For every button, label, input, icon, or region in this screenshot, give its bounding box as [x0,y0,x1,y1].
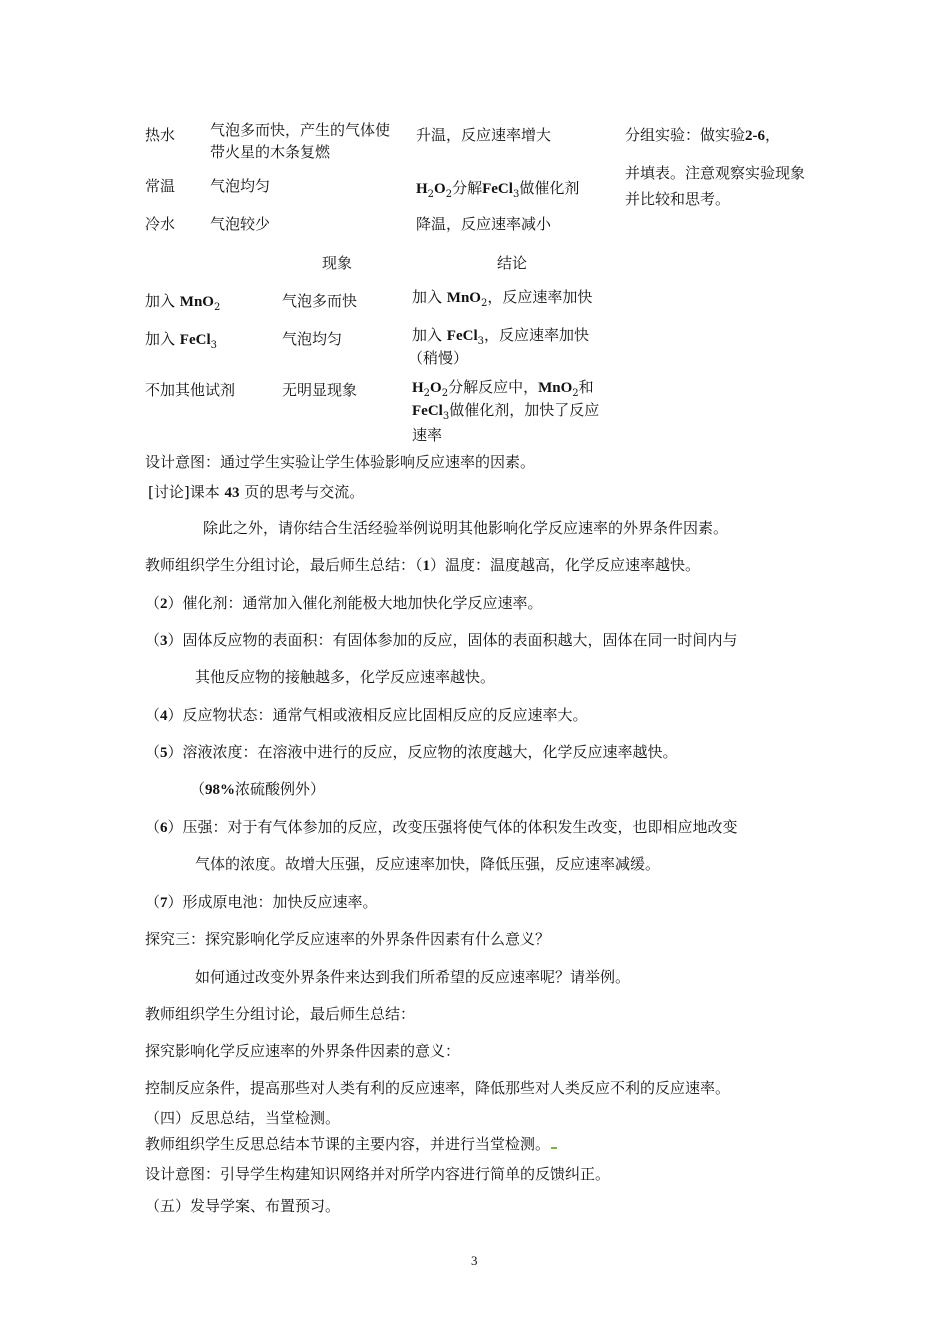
text: 教师组织学生分组讨论，最后师生总结：（ [145,556,423,574]
text: 。 [535,1135,551,1153]
num: 98% [205,782,236,798]
text: 加入 [145,330,176,348]
t2-row2-phen: 气泡均匀 [282,330,343,348]
text: ）反应物状态：通常气相或液相反应比固相反应的反应速率大。 [167,706,588,724]
formula-sub: 3 [477,336,484,347]
t2-row3-conc-line2 [412,399,599,422]
t1-conc-hot: 升温，反应速率增大 [416,126,552,144]
formula-sub: 2 [572,388,579,399]
section-4-heading: （四）反思总结，当堂检测。 [145,1109,341,1127]
text: [讨论]课本 [148,483,220,501]
t2-row2-conc-line2: （稍慢） [408,349,469,367]
text: ）固体反应物的表面积：有固体参加的反应，固体的表面积越大，固体在同一时间内与 [167,631,738,649]
t2-header-conclusion: 结论 [497,254,528,272]
num: 2 [160,596,168,612]
t2-row3-conc [412,376,594,399]
t2-row3-conc-line3: 速率 [412,426,443,444]
text: 教师组织学生反思总结本节课的主要内容，并进行当堂检测 [145,1135,536,1153]
teacher-summary [145,554,700,577]
formula-sub: 2 [213,302,221,313]
num: 4 [160,708,168,724]
factor-5: （5）溶液浓度：在溶液中进行的反应，反应物的浓度越大，化学反应速率越快。 [145,743,678,761]
formula-sub: 2 [423,388,431,399]
t1-cond-hot: 热水 [145,126,176,144]
t2-row2-conc [412,324,589,347]
t1-conc-room [416,177,579,200]
formula-sub: 3 [210,340,217,351]
formula-sub: 3 [512,189,520,200]
formula-sub: 2 [480,298,488,309]
formula: FeCl [179,332,211,348]
formula: H [412,380,424,396]
num: 3 [160,633,168,649]
num: 1 [422,558,431,574]
t1-phen-cold: 气泡较少 [210,215,271,233]
text: 加入 [145,292,176,310]
page-ref: 43 [224,485,240,501]
text: 和 [578,378,594,396]
text: ）溶液浓度：在溶液中进行的反应，反应物的浓度越大，化学反应速率越快。 [167,743,678,761]
t2-row1-phen: 气泡多而快 [282,292,358,310]
text: ）温度：温度越高，化学反应速率越快。 [430,556,701,574]
t2-header-phenomenon: 现象 [322,254,353,272]
design-intent-1: 设计意图：通过学生实验让学生体验影响反应速率的因素。 [145,453,536,471]
t1-conc-cold: 降温，反应速率减小 [416,215,552,233]
text: 加入 [412,288,443,306]
formula-sub: 2 [427,189,435,200]
besides-prompt: 除此之外，请你结合生活经验举例说明其他影响化学反应速率的外界条件因素。 [203,519,729,537]
text: ）压强：对于有气体参加的反应，改变压强将使气体的体积发生改变，也即相应地改变 [167,818,738,836]
t2-row1-conc [412,286,592,309]
formula-o: O [434,181,446,197]
discussion-line [148,481,364,504]
t1-side-note-a: 分组实验：做实验 [625,126,746,144]
num: 6 [160,820,168,836]
factor-3-cont: 其他反应物的接触越多，化学反应速率越快。 [195,668,496,686]
t1-side-note [625,124,780,147]
text: 分解反应中， [448,378,539,396]
formula-sub: 2 [445,189,453,200]
t1-side-note-bold: 2-6 [745,128,766,144]
t1-cond-room: 常温 [145,177,176,195]
t2-row3-phen: 无明显现象 [282,381,358,399]
factor-6: （6）压强：对于有气体参加的反应，改变压强将使气体的体积发生改变，也即相应地改变 [145,818,738,836]
formula-fecl: FeCl [482,181,513,197]
factor-5-note: （98%浓硫酸例外） [190,780,326,798]
formula: MnO [179,294,214,310]
text: 做催化剂，加快了反应 [449,401,600,419]
explore-3: 探究三：探究影响化学反应速率的外界条件因素有什么意义？ [145,930,551,948]
formula: MnO [446,290,481,306]
text: 加入 [412,326,443,344]
teacher-reflect [145,1133,557,1155]
factor-7: （7）形成原电池：加快反应速率。 [145,893,378,911]
text: ，反应速率加快 [487,288,593,306]
formula-sub: 3 [442,411,450,422]
factor-6-cont: 气体的浓度。故增大压强，反应速率加快，降低压强，反应速率减缓。 [195,855,661,873]
text: 做催化剂 [519,179,580,197]
text: ）形成原电池：加快反应速率。 [167,893,378,911]
t2-row2-cond [145,328,217,351]
formula-sub: 2 [441,388,449,399]
text: ）催化剂：通常加入催化剂能极大地加快化学反应速率。 [167,594,543,612]
text: 页的思考与交流。 [244,483,365,501]
num: 5 [160,745,168,761]
page-number: 3 [471,1253,478,1268]
factor-2: （2）催化剂：通常加入催化剂能极大地加快化学反应速率。 [145,594,543,612]
t1-side-note-cont: 并填表。注意观察实验现象并比较和思考。 [625,164,806,208]
text: 浓硫酸例外） [235,780,326,798]
t1-phen-room: 气泡均匀 [210,177,271,195]
t2-row3-cond: 不加其他试剂 [145,381,236,399]
teacher-summary-2: 教师组织学生分组讨论，最后师生总结： [145,1005,416,1023]
factor-4: （4）反应物状态：通常气相或液相反应比固相反应的反应速率大。 [145,706,588,724]
t1-phen-hot: 气泡多而快，产生的气体使带火星的木条复燃 [210,121,391,161]
num: 7 [160,895,168,911]
formula-h: H [416,181,428,197]
section-5-heading: （五）发导学案、布置预习。 [145,1197,341,1215]
formula: FeCl [412,403,443,419]
formula: FeCl [446,328,478,344]
control-conditions: 控制反应条件，提高那些对人类有利的反应速率，降低那些对人类反应不利的反应速率。 [145,1079,731,1097]
t1-side-note-b: ， [765,126,781,144]
t1-cond-cold: 冷水 [145,215,176,233]
formula: O [430,380,442,396]
significance: 探究影响化学反应速率的外界条件因素的意义： [145,1042,461,1060]
green-mark-icon [551,1144,557,1149]
how-change: 如何通过改变外界条件来达到我们所希望的反应速率呢？请举例。 [195,968,631,986]
t2-row1-cond [145,290,220,313]
formula: MnO [538,380,573,396]
text: 分解 [452,179,483,197]
text: ，反应速率加快 [484,326,590,344]
factor-3: （3）固体反应物的表面积：有固体参加的反应，固体的表面积越大，固体在同一时间内与 [145,631,738,649]
design-intent-2: 设计意图：引导学生构建知识网络并对所学内容进行简单的反馈纠正。 [145,1165,611,1183]
